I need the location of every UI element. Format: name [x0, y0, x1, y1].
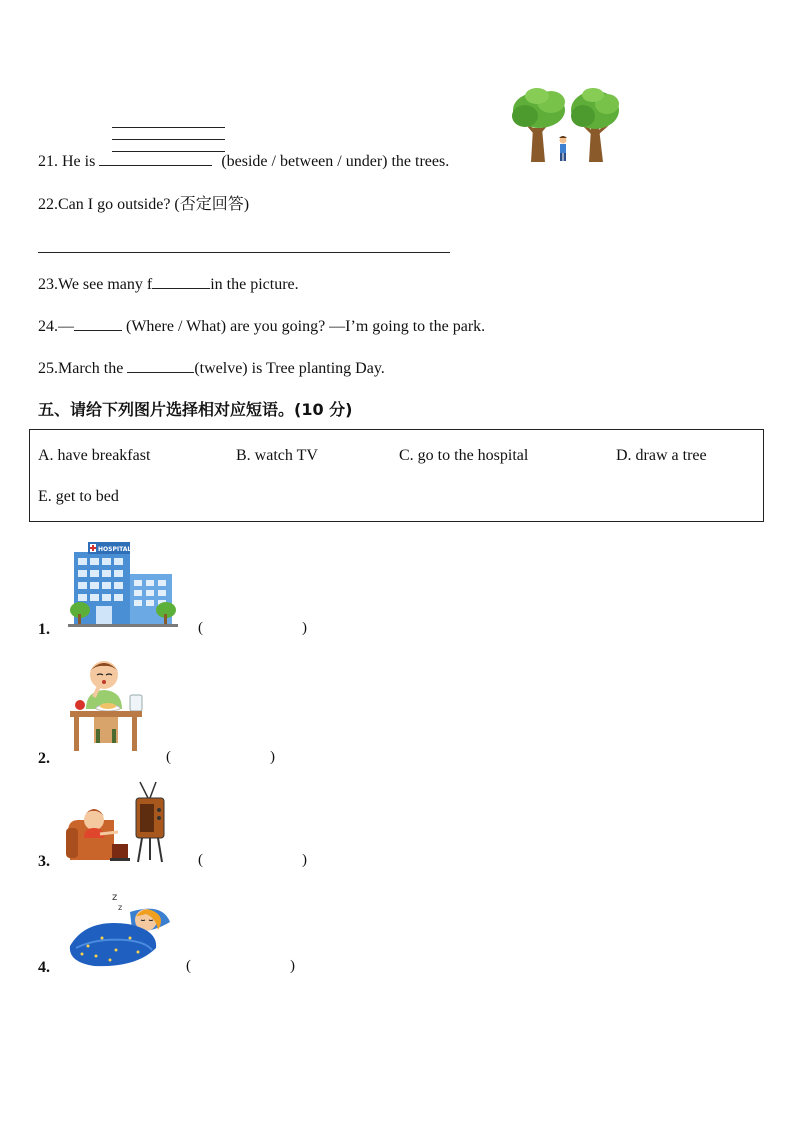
option-e: E. get to bed [38, 488, 119, 505]
item-2-open-paren: ( [166, 749, 171, 765]
question-24-before: 24.— [38, 318, 74, 335]
answer-line-21b [112, 139, 225, 140]
option-a: A. have breakfast [38, 447, 151, 464]
item-1-number: 1. [38, 621, 50, 638]
question-23-after: in the picture. [210, 276, 299, 293]
item-1-answer-slot[interactable] [208, 620, 300, 638]
question-21 [38, 151, 449, 171]
answer-blank-23[interactable] [152, 274, 210, 289]
item-4-open-paren: ( [186, 958, 191, 974]
question-24 [38, 316, 485, 336]
option-b: B. watch TV [236, 447, 318, 464]
question-23 [38, 274, 299, 294]
answer-line-22[interactable] [38, 252, 450, 253]
answer-blank-21[interactable] [99, 151, 212, 166]
answer-line-21a [112, 127, 225, 128]
question-21-after: (beside / between / under) the trees. [221, 153, 450, 170]
hospital-icon [68, 540, 178, 628]
item-2-number: 2. [38, 750, 50, 767]
answer-blank-25[interactable] [127, 358, 194, 373]
trees-boy-picture [507, 88, 619, 164]
item-3-answer-slot[interactable] [208, 852, 300, 870]
question-23-before: 23.We see many f [38, 276, 153, 293]
item-4-close-paren: ) [290, 958, 295, 974]
tree-right-icon [571, 88, 619, 162]
item-3-open-paren: ( [198, 852, 203, 868]
question-22: 22.Can I go outside? (否定回答) [38, 196, 250, 213]
item-4-number: 4. [38, 959, 50, 976]
question-25 [38, 358, 385, 378]
options-box [29, 429, 764, 522]
question-21-number: 21 [38, 153, 54, 170]
item-3-close-paren: ) [302, 852, 307, 868]
tv-icon [64, 780, 168, 864]
sleeping-icon [66, 888, 172, 970]
item-2-answer-slot[interactable] [176, 749, 268, 767]
boy-icon [559, 136, 567, 161]
svg-text:z: z [112, 892, 118, 903]
answer-blank-24[interactable] [74, 316, 122, 331]
question-24-after: (Where / What) are you going? —I’m going to the park. [126, 318, 486, 335]
question-25-before: 25.March the [38, 360, 124, 377]
item-3-number: 3. [38, 853, 50, 870]
breakfast-icon [68, 657, 148, 753]
item-1-close-paren: ) [302, 620, 307, 636]
svg-text:z: z [118, 903, 123, 912]
item-2-close-paren: ) [270, 749, 275, 765]
option-d: D. draw a tree [616, 447, 707, 464]
item-1-open-paren: ( [198, 620, 203, 636]
hospital-sign-text: HOSPITAL [98, 546, 132, 553]
tree-left-icon [512, 88, 565, 162]
item-4-answer-slot[interactable] [196, 958, 288, 976]
question-25-after: (twelve) is Tree planting Day. [194, 360, 385, 377]
question-21-before: . He is [54, 153, 96, 170]
section-5-title: 五、请给下列图片选择相对应短语。(10 分) [38, 400, 353, 419]
option-c: C. go to the hospital [399, 447, 529, 464]
